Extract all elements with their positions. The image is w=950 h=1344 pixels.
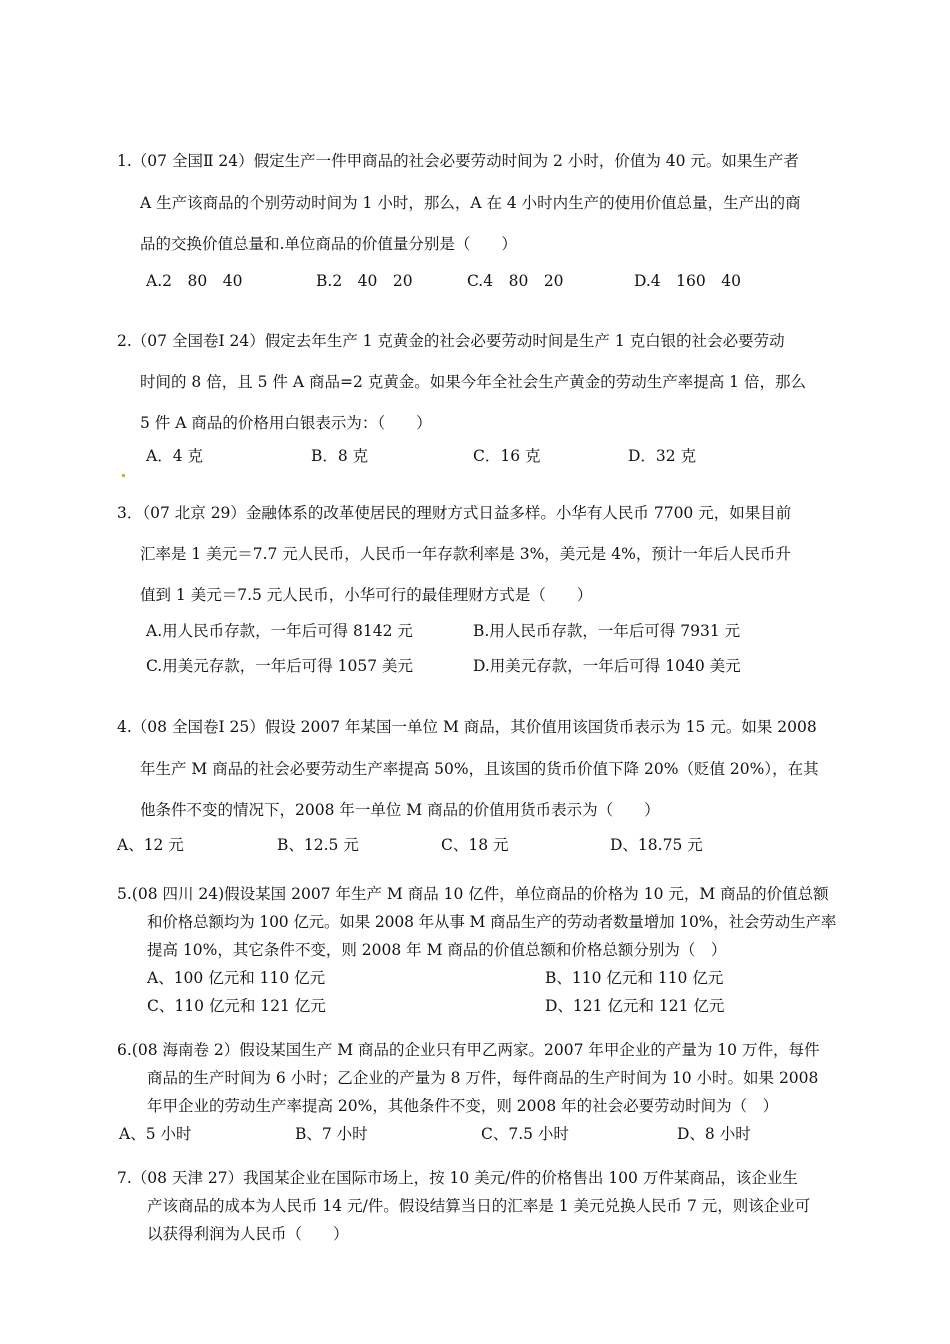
question-2-option-c: C．16 克 <box>473 447 541 465</box>
question-6-option-a: A、5 小时 <box>119 1125 192 1143</box>
question-4-line-1: 4.（08 全国卷Ⅰ 25）假设 2007 年某国一单位 M 商品，其价值用该国货币表示为 15 元。如果 2008 <box>117 718 817 736</box>
question-7-line-1: 7.（08 天津 27）我国某企业在国际市场上，按 10 美元/件的价格售出 100 万件某商品，该企业生 <box>117 1169 798 1187</box>
question-5-line-3: 提高 10%，其它条件不变，则 2008 年 M 商品的价值总额和价格总额分别为（ ） <box>147 941 727 959</box>
question-2-line-1: 2.（07 全国卷Ⅰ 24）假定去年生产 1 克黄金的社会必要劳动时间是生产 1 克白银的社会必要劳动 <box>117 332 785 350</box>
question-2-option-d: D．32 克 <box>628 447 697 465</box>
question-4-option-d: D、18.75 元 <box>610 836 703 854</box>
question-1-option-b: B.2 40 20 <box>316 272 413 290</box>
question-2-option-a: A．4 克 <box>146 447 203 465</box>
question-5-line-2: 和价格总额均为 100 亿元。如果 2008 年从事 M 商品生产的劳动者数量增加 10%，社会劳动生产率 <box>147 913 837 931</box>
question-6-option-c: C、7.5 小时 <box>481 1125 569 1143</box>
question-3-option-d: D.用美元存款，一年后可得 1040 美元 <box>473 657 741 675</box>
question-4-option-b: B、12.5 元 <box>277 836 359 854</box>
question-3-option-c: C.用美元存款，一年后可得 1057 美元 <box>146 657 414 675</box>
question-4-option-a: A、12 元 <box>117 836 184 854</box>
question-1-line-2: A 生产该商品的个别劳动时间为 1 小时，那么，A 在 4 小时内生产的使用价值总量，生产出的商 <box>140 194 801 212</box>
question-7-line-3: 以获得利润为人民币（ ） <box>147 1225 349 1243</box>
question-3-line-1: 3．（07 北京 29）金融体系的改革使居民的理财方式日益多样。小华有人民币 7700 元，如果目前 <box>117 504 792 522</box>
stray-mark <box>122 474 125 477</box>
question-5-option-b: B、110 亿元和 110 亿元 <box>545 969 724 987</box>
question-6-option-d: D、8 小时 <box>677 1125 751 1143</box>
question-1-line-1: 1.（07 全国Ⅱ 24）假定生产一件甲商品的社会必要劳动时间为 2 小时，价值为 40 元。如果生产者 <box>117 152 799 170</box>
question-2-option-b: B．8 克 <box>311 447 369 465</box>
question-6-option-b: B、7 小时 <box>295 1125 368 1143</box>
question-5-option-a: A、100 亿元和 110 亿元 <box>147 969 326 987</box>
question-3-line-2: 汇率是 1 美元＝7.7 元人民币，人民币一年存款利率是 3%，美元是 4%，预计一年后人民币升 <box>140 545 791 563</box>
question-2-line-2: 时间的 8 倍，且 5 件 A 商品=2 克黄金。如果今年全社会生产黄金的劳动生产率提高 1 倍，那么 <box>140 373 806 391</box>
question-5-option-c: C、110 亿元和 121 亿元 <box>147 997 326 1015</box>
question-2-line-3: 5 件 A 商品的价格用白银表示为：（ ） <box>140 414 432 432</box>
question-1-option-d: D.4 160 40 <box>634 272 741 290</box>
question-3-line-3: 值到 1 美元＝7.5 元人民币，小华可行的最佳理财方式是（ ） <box>140 586 593 604</box>
question-7-line-2: 产该商品的成本为人民币 14 元/件。假设结算当日的汇率是 1 美元兑换人民币 7 元，则该企业可 <box>147 1197 811 1215</box>
question-6-line-1: 6.(08 海南卷 2）假设某国生产 M 商品的企业只有甲乙两家。2007 年甲企业的产量为 10 万件，每件 <box>117 1041 820 1059</box>
question-4-line-2: 年生产 M 商品的社会必要劳动生产率提高 50%，且该国的货币价值下降 20%（贬值 20%），在其 <box>140 760 819 778</box>
question-6-line-3: 年甲企业的劳动生产率提高 20%，其他条件不变，则 2008 年的社会必要劳动时间为（ ） <box>147 1097 779 1115</box>
question-6-line-2: 商品的生产时间为 6 小时；乙企业的产量为 8 万件，每件商品的生产时间为 10 小时。如果 2008 <box>147 1069 819 1087</box>
question-1-option-a: A.2 80 40 <box>146 272 243 290</box>
question-5-option-d: D、121 亿元和 121 亿元 <box>545 997 725 1015</box>
question-1-line-3: 品的交换价值总量和.单位商品的价值量分别是（ ） <box>140 235 517 253</box>
question-3-option-b: B.用人民币存款，一年后可得 7931 元 <box>473 622 741 640</box>
question-1-option-c: C.4 80 20 <box>467 272 564 290</box>
question-4-line-3: 他条件不变的情况下，2008 年一单位 M 商品的价值用货币表示为（ ） <box>140 801 660 819</box>
question-5-line-1: 5.(08 四川 24)假设某国 2007 年生产 M 商品 10 亿件，单位商品的价格为 10 元，M 商品的价值总额 <box>117 885 829 903</box>
question-4-option-c: C、18 元 <box>441 836 509 854</box>
question-3-option-a: A.用人民币存款，一年后可得 8142 元 <box>146 622 413 640</box>
